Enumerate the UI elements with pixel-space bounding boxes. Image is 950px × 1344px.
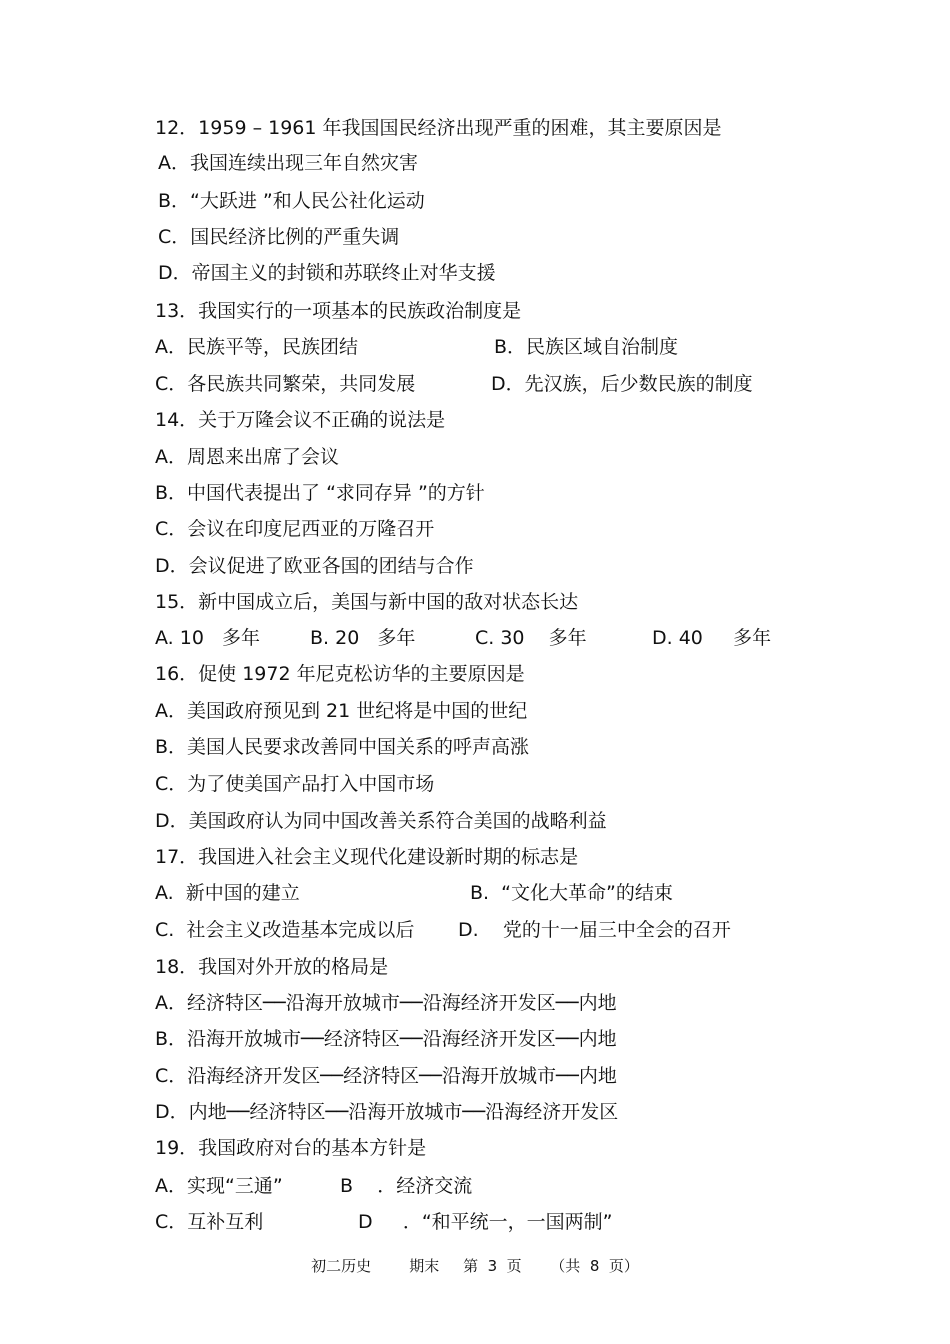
question-18-stem: 18．我国对外开放的格局是 [155, 956, 389, 978]
question-16-option-b: B．美国人民要求改善同中国关系的呼声高涨 [155, 736, 530, 758]
question-18-option-c: C．沿海经济开发区──经济特区──沿海开放城市──内地 [155, 1065, 617, 1087]
question-14-option-b: B．中国代表提出了 “求同存异 ”的方针 [155, 482, 485, 504]
question-16-stem: 16．促使 1972 年尼克松访华的主要原因是 [155, 663, 525, 685]
question-13-stem: 13．我国实行的一项基本的民族政治制度是 [155, 300, 522, 322]
question-19-option-a: A．实现“三通” [155, 1175, 283, 1197]
question-16-option-a: A．美国政府预见到 21 世纪将是中国的世纪 [155, 700, 528, 722]
question-13-option-c: C．各民族共同繁荣，共同发展 [155, 373, 416, 395]
question-15-option-b: B. 20 多年 [310, 627, 416, 649]
question-16-option-c: C．为了使美国产品打入中国市场 [155, 773, 435, 795]
question-15-stem: 15．新中国成立后，美国与新中国的敌对状态长达 [155, 591, 579, 613]
question-19-stem: 19．我国政府对台的基本方针是 [155, 1137, 427, 1159]
question-14-option-c: C．会议在印度尼西亚的万隆召开 [155, 518, 435, 540]
question-12-stem: 12．1959 – 1961 年我国国民经济出现严重的困难，其主要原因是 [155, 117, 722, 139]
question-14-stem: 14．关于万隆会议不正确的说法是 [155, 409, 446, 431]
question-12-option-b: B．“大跃进 ”和人民公社化运动 [158, 190, 425, 212]
question-18-option-a: A．经济特区──沿海开放城市──沿海经济开发区──内地 [155, 992, 617, 1014]
question-17-option-d: D. 党的十一届三中全会的召开 [458, 919, 731, 941]
question-15-option-a: A. 10 多年 [155, 627, 261, 649]
page-footer: 初二历史 期末 第 3 页 （共 8 页） [311, 1257, 639, 1275]
question-19-option-d: D ．“和平统一，一国两制” [358, 1211, 613, 1233]
question-15-option-c: C. 30 多年 [475, 627, 587, 649]
question-17-option-b: B. “文化大革命”的结束 [470, 882, 673, 904]
question-12-option-a: A．我国连续出现三年自然灾害 [158, 152, 418, 174]
question-17-stem: 17．我国进入社会主义现代化建设新时期的标志是 [155, 846, 579, 868]
question-18-option-d: D．内地──经济特区──沿海开放城市──沿海经济开发区 [155, 1101, 619, 1123]
question-14-option-d: D．会议促进了欧亚各国的团结与合作 [155, 555, 474, 577]
question-13-option-d: D．先汉族，后少数民族的制度 [491, 373, 753, 395]
question-13-option-a: A．民族平等，民族团结 [155, 336, 358, 358]
question-15-option-d: D. 40 多年 [652, 627, 772, 649]
question-12-option-d: D．帝国主义的封锁和苏联终止对华支援 [158, 262, 496, 284]
question-14-option-a: A．周恩来出席了会议 [155, 446, 339, 468]
question-19-option-b: B ．经济交流 [340, 1175, 473, 1197]
question-13-option-b: B．民族区域自治制度 [494, 336, 679, 358]
question-18-option-b: B．沿海开放城市──经济特区──沿海经济开发区──内地 [155, 1028, 617, 1050]
question-17-option-c: C. 社会主义改造基本完成以后 [155, 919, 415, 941]
question-19-option-c: C．互补互利 [155, 1211, 264, 1233]
question-17-option-a: A. 新中国的建立 [155, 882, 300, 904]
question-16-option-d: D．美国政府认为同中国改善关系符合美国的战略利益 [155, 810, 607, 832]
question-12-option-c: C．国民经济比例的严重失调 [158, 226, 400, 248]
